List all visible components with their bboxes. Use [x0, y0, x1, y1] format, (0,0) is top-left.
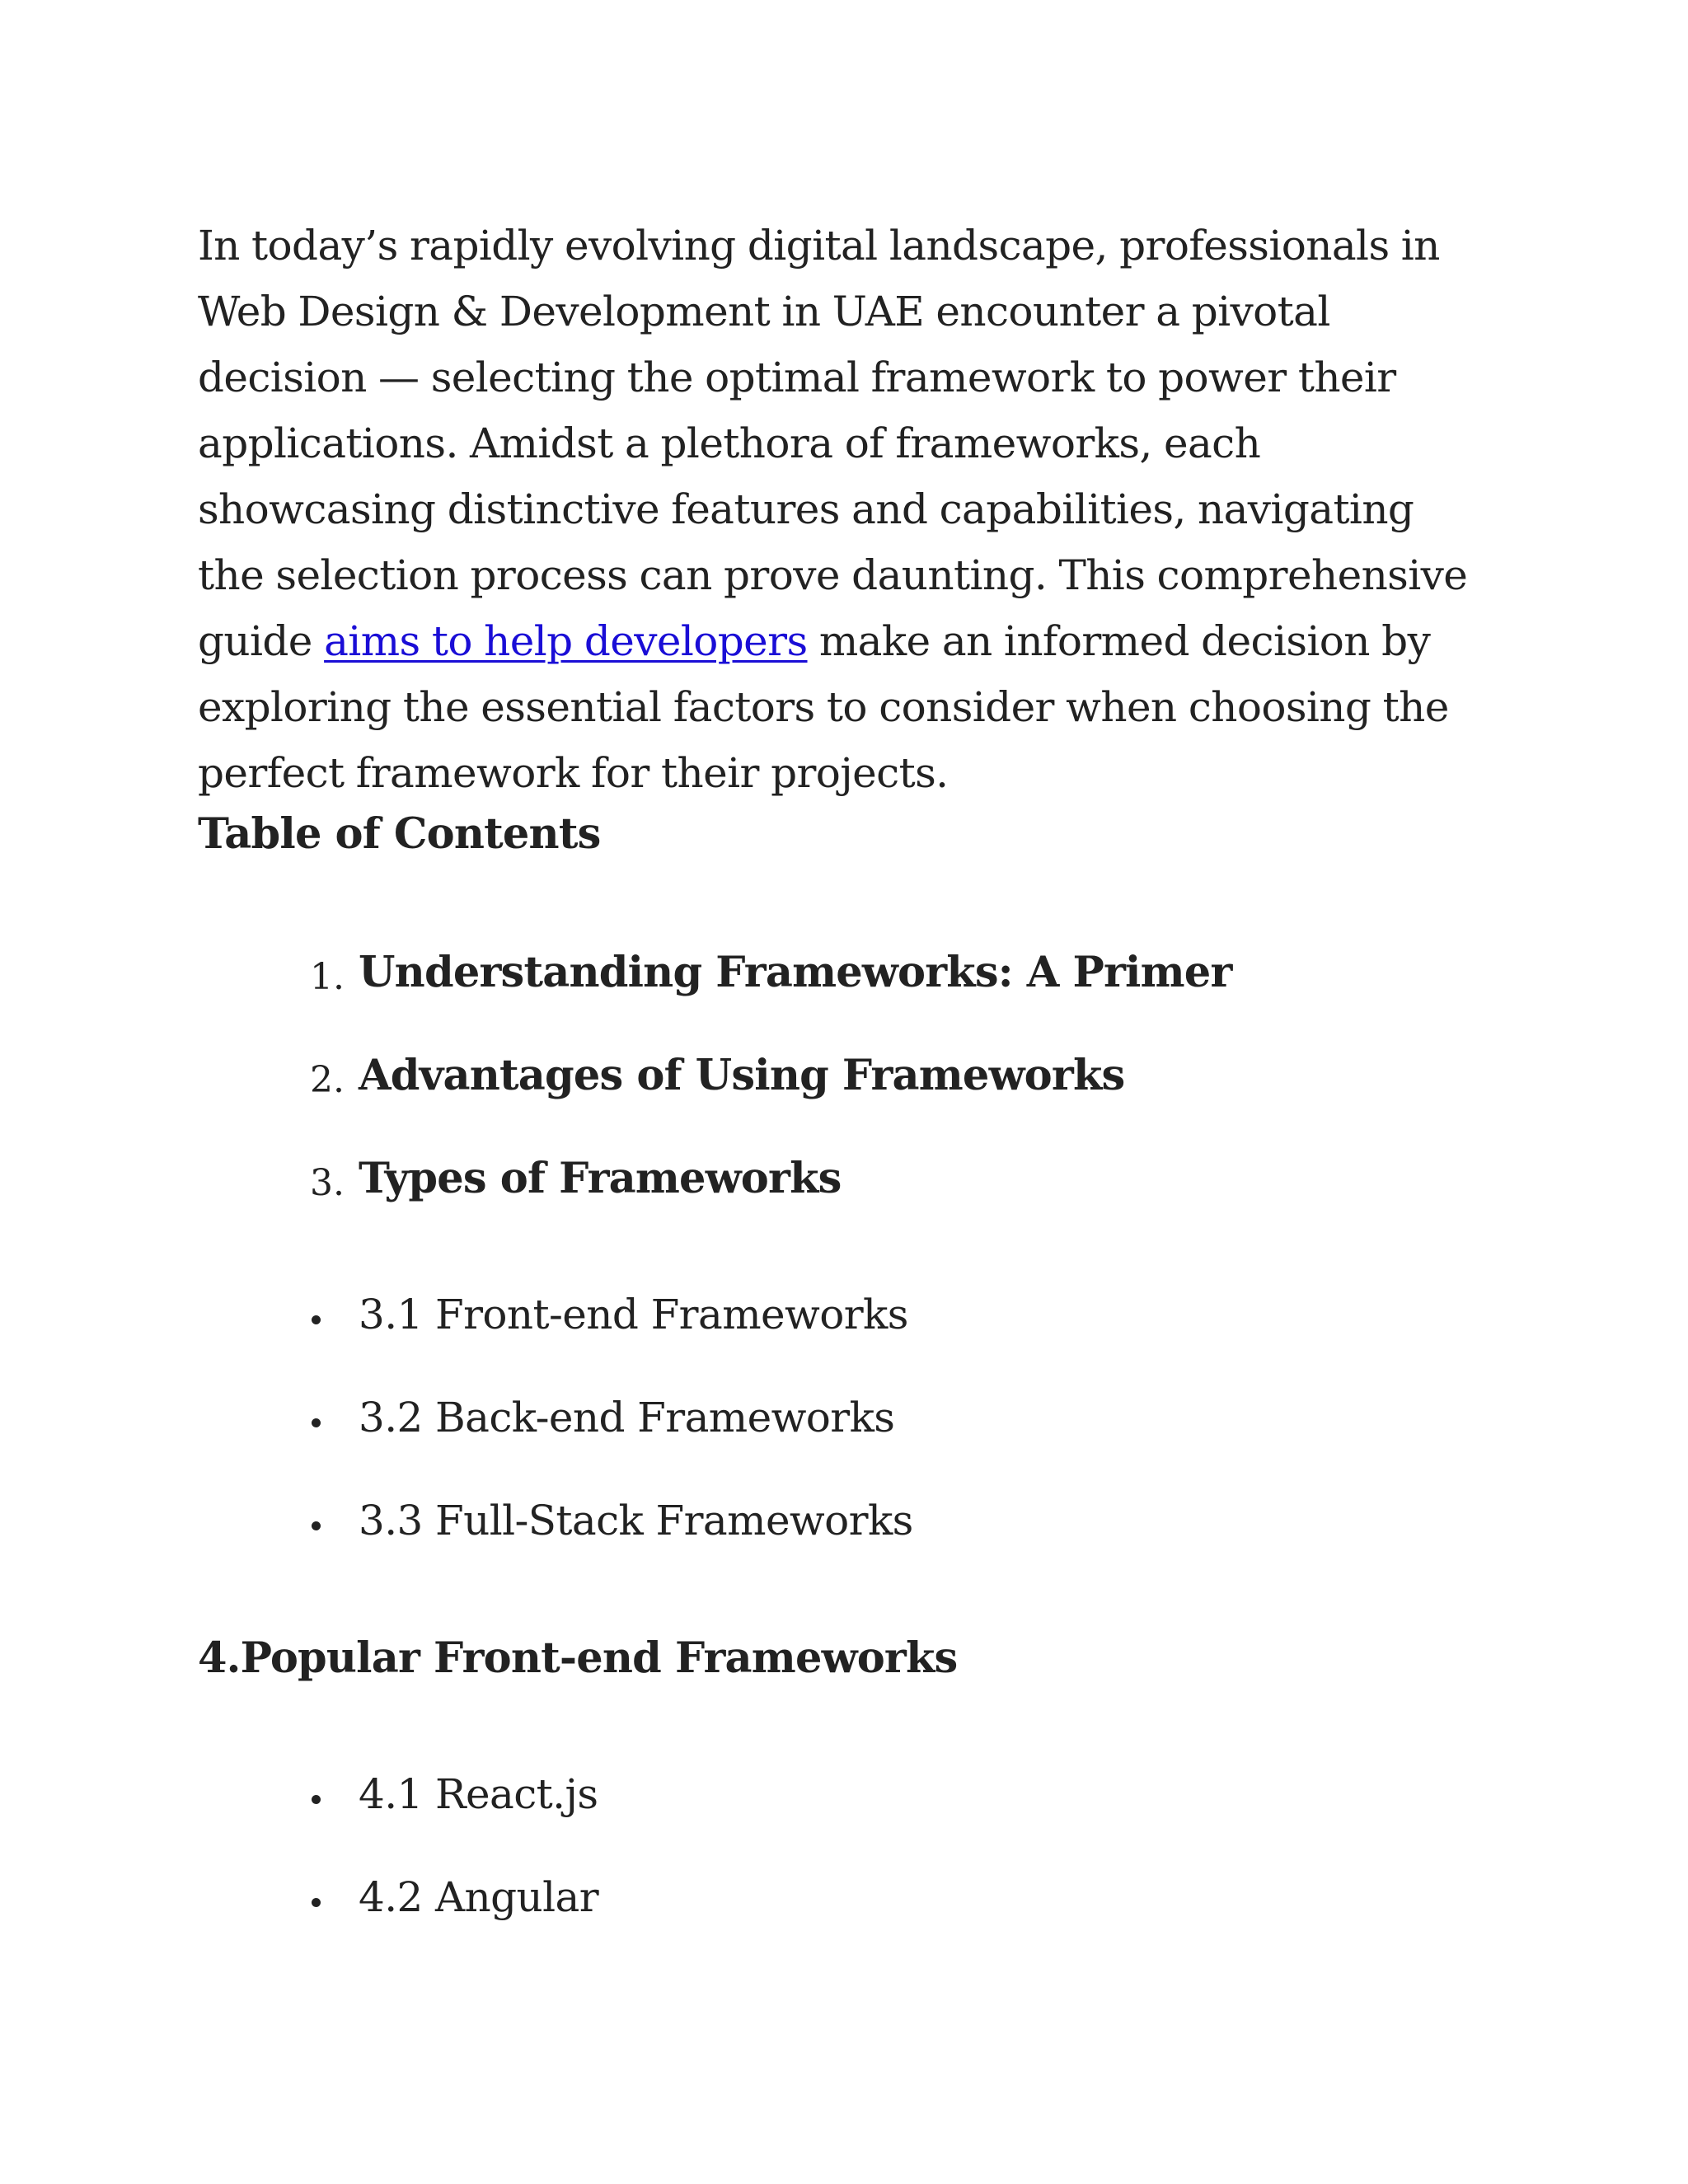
intro-text-after-link: make an informed decision by exploring the essential factors to consider when choosing the perfect framework for their projects.: [198, 617, 1449, 797]
toc-item-label: Understanding Frameworks: A Primer: [359, 948, 1232, 997]
toc-item-number: 3.: [310, 1162, 345, 1204]
toc-subitem-label: 4.1 React.js: [359, 1770, 598, 1818]
intro-paragraph: [198, 213, 1484, 806]
toc-item-label: Types of Frameworks: [359, 1154, 842, 1203]
bullet-icon: [312, 1795, 321, 1804]
toc-item-number: 2.: [310, 1059, 345, 1101]
toc-item-number: 1.: [310, 956, 345, 998]
toc-subitem-label: 3.3 Full-Stack Frameworks: [359, 1497, 913, 1544]
toc-subitem-label: 3.1 Front-end Frameworks: [359, 1291, 908, 1338]
bullet-icon: [312, 1898, 321, 1907]
bullet-icon: [312, 1521, 321, 1530]
toc-item-label: Advantages of Using Frameworks: [359, 1051, 1125, 1100]
bullet-icon: [312, 1418, 321, 1427]
section-popular-front-end-heading[interactable]: 4.Popular Front-end Frameworks: [198, 1633, 958, 1683]
toc-subitem-label: 3.2 Back-end Frameworks: [359, 1394, 895, 1441]
bullet-icon: [312, 1315, 321, 1324]
intro-text-before-link: In today’s rapidly evolving digital landscape, professionals in Web Design & Development in UAE encounter a pivotal decision — selecting the optimal framework to power their applications. Amidst a plethora of frameworks, each showcasing distinctive features and capabilities, navigating the selection process can prove daunting. This comprehensive guide: [198, 222, 1468, 665]
toc-subitem-label: 4.2 Angular: [359, 1873, 599, 1921]
aims-to-help-developers-link[interactable]: aims to help developers: [324, 617, 808, 665]
toc-title: Table of Contents: [198, 809, 601, 859]
